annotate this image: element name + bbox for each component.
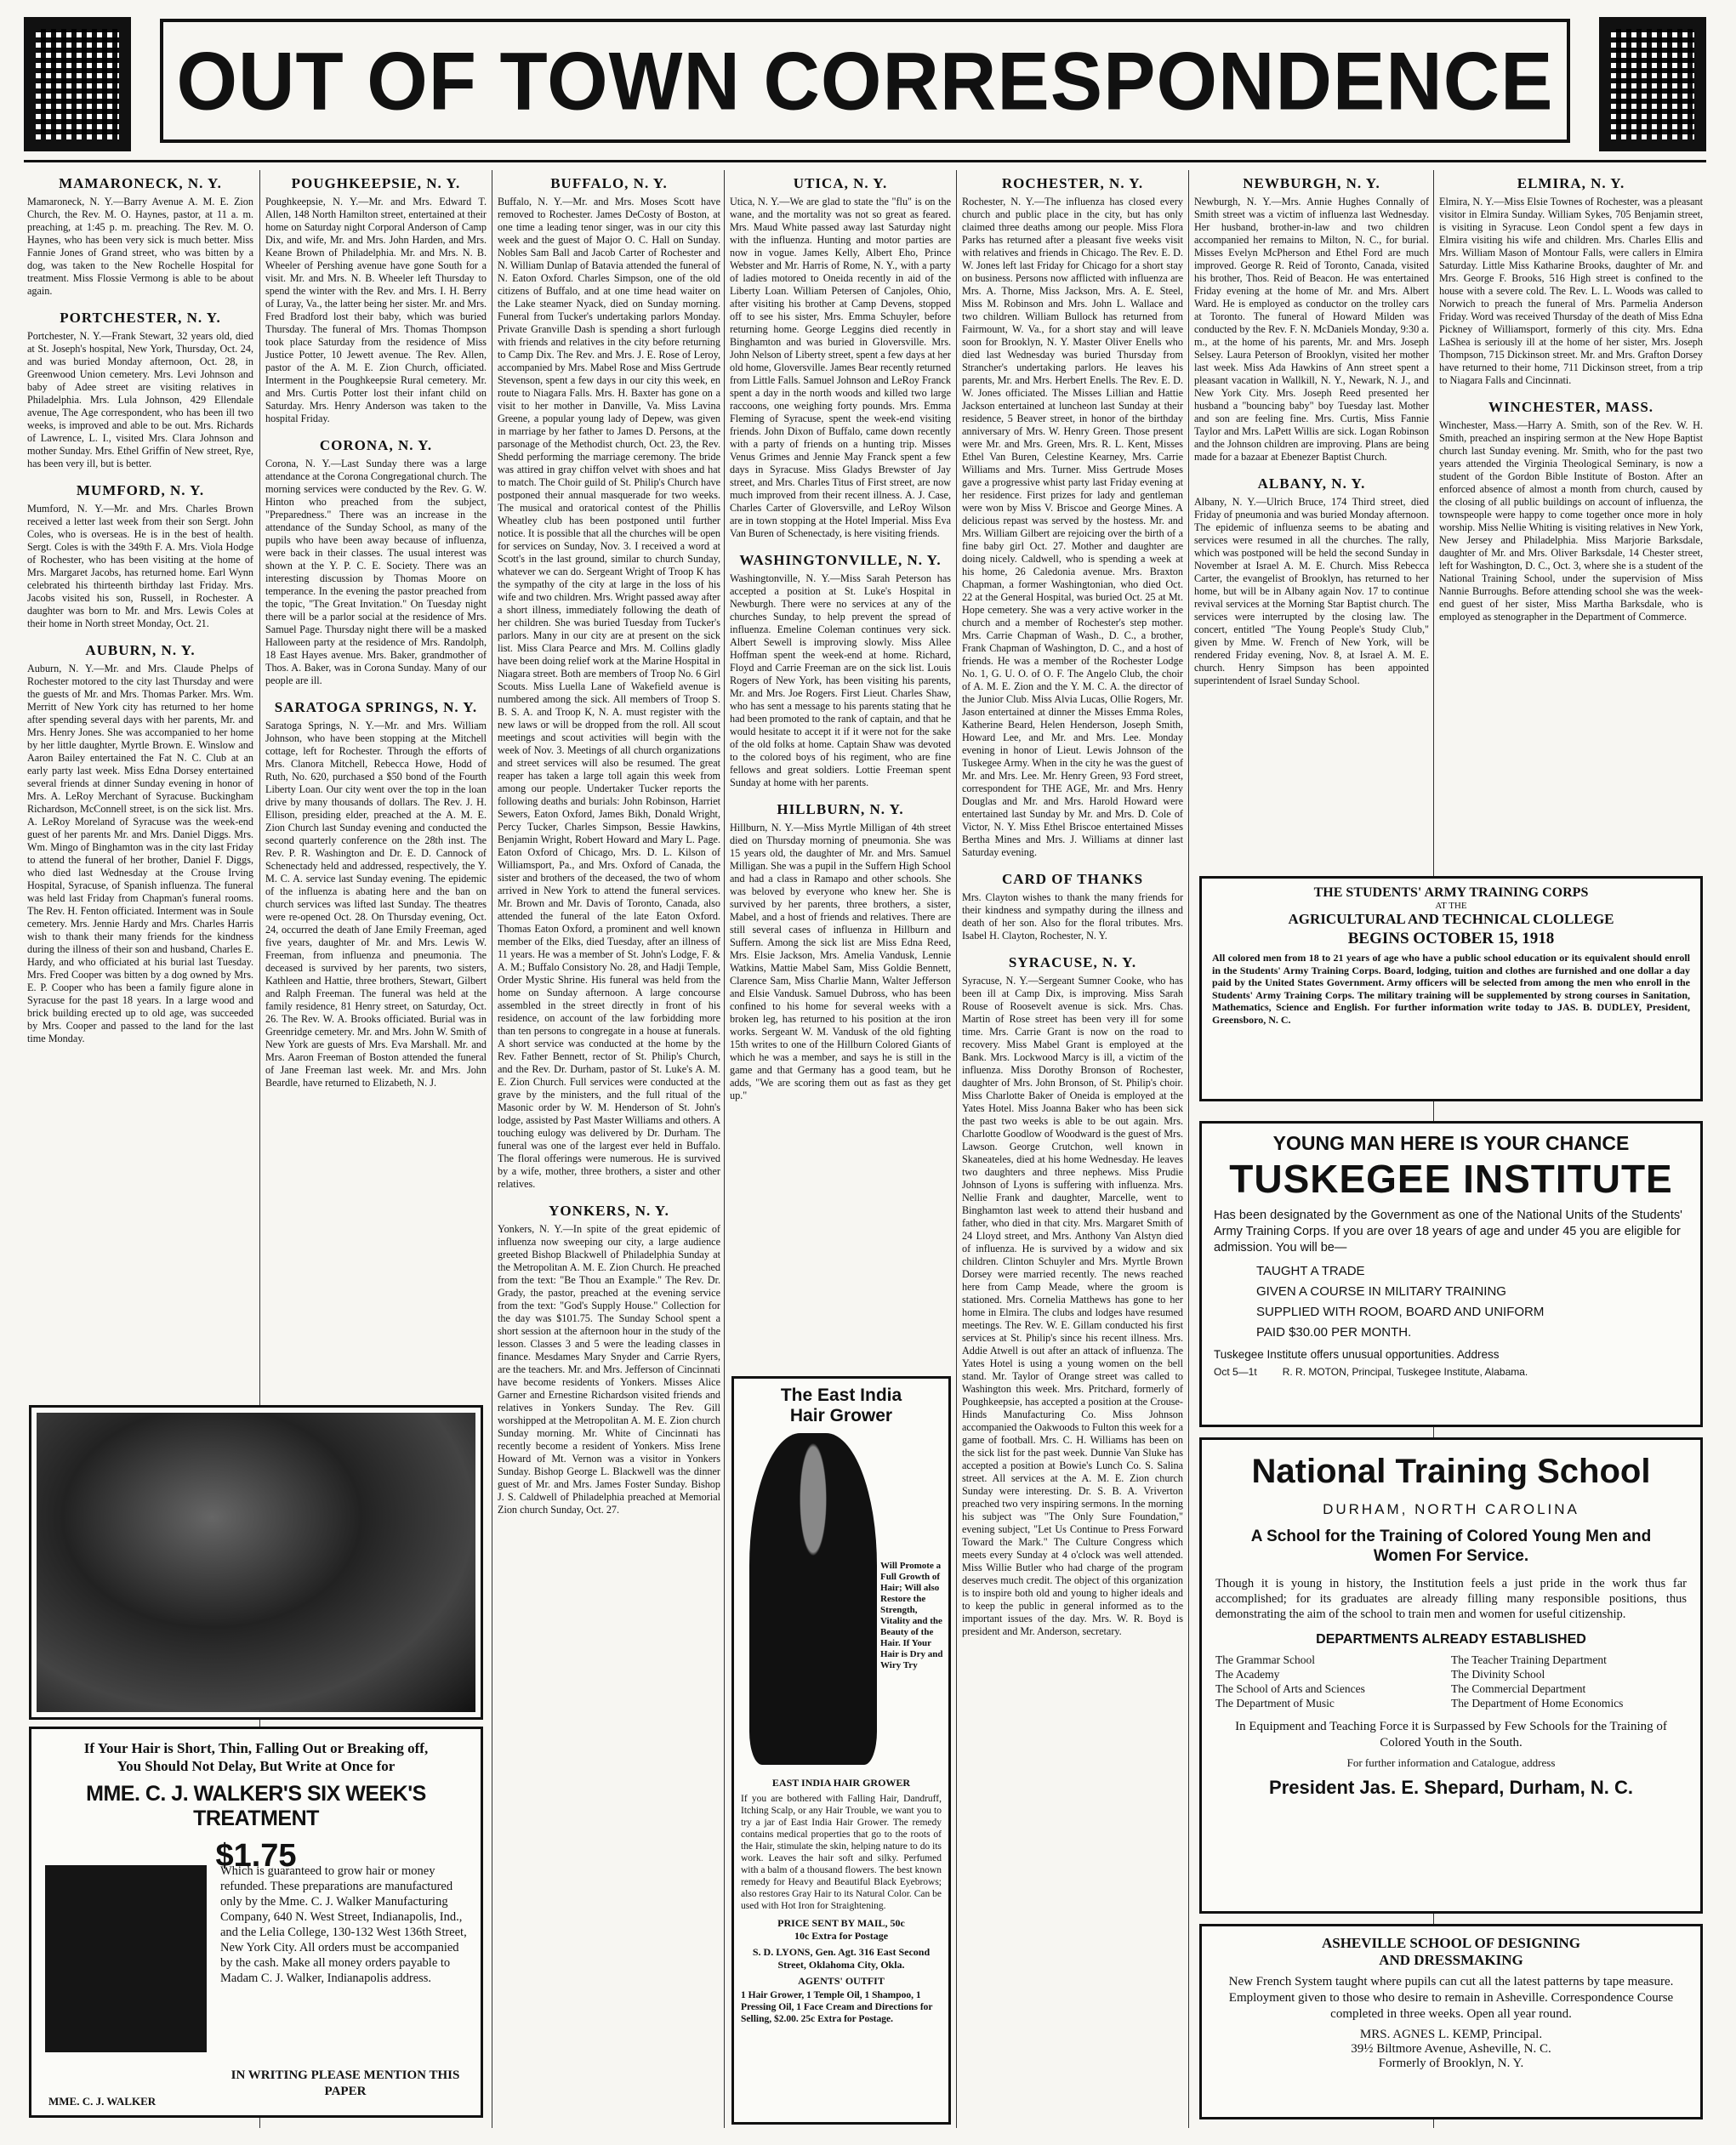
column-3	[498, 170, 720, 2128]
story-heading: POUGHKEEPSIE, N. Y.	[291, 175, 461, 191]
ad-illustration-area	[741, 1433, 942, 1773]
story-body: Poughkeepsie, N. Y.—Mr. and Mrs. Edward T. Allen, 148 North Hamilton street, entertained at their home on Saturday night Corporal Anderson of Camp Dix, and wife, Mr. and Mrs. John Harden, and Mrs. Keane Brown of Philadelphia. Mr. and Mrs. N. B. Wheeler of Pershing avenue have gone South for a visit. Mr. and Mrs. N. B. Wheeler left Thursday to spend the winter with the Rev. and Mrs. I. H. Berry of Luray, Va., the latter being her sister. Mr. and Mrs. Fred Bradford lost their baby, which was buried Thursday. The funeral of Mrs. Thomas Thompson took place Saturday from the residence of Miss Justice Potter, 10 Jewett avenue. The Rev. Allen, pastor of the A. M. E. Zion Church, officiated. Interment in the Poughkeepsie Rural cemetery. Mr. and Mrs. Curtis Potter lost their infant child on Saturday. Mrs. Henry Anderson was taken to the hospital Friday.	[265, 196, 487, 424]
story	[962, 871, 1183, 942]
ad-body: If you are bothered with Falling Hair, Dandruff, Itching Scalp, or any Hair Trouble, we want you to try a jar of East India Hair Grower. The remedy contains medical properties that go to the roots of the Hair, stimulate the skin, helping nature to do its work. Leaves the hair soft and silky. Perfumed with a balm of a thousand flowers. The best known remedy for Heavy and Beautiful Black Eyebrows; also restores Gray Hair to its Natural Color. Can be used with Hot Iron for Straightening.	[741, 1794, 942, 1911]
ad-body: New French System taught where pupils can cut all the latest patterns by tape measure. Employment given to those who desire to remain in Asheville. Correspondence Course completed in three weeks. Open all year round.	[1228, 1975, 1674, 2021]
decorative-ornament-left	[24, 17, 131, 151]
decorative-ornament-right	[1599, 17, 1706, 151]
column-6	[1194, 170, 1429, 869]
story-body: Elmira, N. Y.—Miss Elsie Townes of Rochester, was a pleasant visitor in Elmira Sunday. William Sykes, 705 Benjamin street, is visiting in Syracuse. Leon Condol spent a few days in Elmira visiting his wife and children. Mrs. Charles Ellis and Mrs. William Mason of Montour Falls, were callers in Elmira Saturday. Little Miss Katharine Brooks, daughter of Mr. and Mrs. George F. Brooks, 516 High street is confined to the house with a severe cold. The Rev. L. L. Woods was called to Norwich to preach the funeral of Mrs. Parmelia Anderson Friday. Word was received Thursday of the death of Miss Edna Pickney of Williamsport, formerly of this city. Mrs. Edna LaShea is seriously ill at the home of her sister, Mrs. Joseph Thompson, 715 Dickinson street. Mr. and Mrs. Grafton Dorsey have returned to their home, 711 Dickinson street, from a trip to Niagara Falls and Cincinnati.	[1439, 196, 1703, 386]
story-body: Corona, N. Y.—Last Sunday there was a large attendance at the Corona Congregational church. The morning services were conducted by the Rev. G. W. Hinton who preached from the subject, "Preparedness." There was an increase in the attendance of the Sunday School, as many of the pupils who have been away because of influenza, were back in their classes. The usual interest was shown at the Y. P. C. E. Society. There was an interesting discussion by Thomas Moore on temperance. In the evening the pastor preached from the topic, "The Great Invitation." On Tuesday night there will be a parlor social at the residence of Mrs. Samuel Page. Thursday night there will be a masked Halloween party at the residence of Mrs. Randolph, 18 East Hayes avenue. Mrs. Baker, grandmother of Thos. A. Baker, was in Corona Sunday. Many of our people are ill.	[265, 458, 487, 686]
ad-title: The East India	[780, 1385, 902, 1405]
ad-headline: You Should Not Delay, But Write at Once for	[117, 1758, 396, 1774]
ad-tagline: A School for the Training of Colored Young Men and Women For Service.	[1250, 1528, 1652, 1565]
ad-principal: MRS. AGNES L. KEMP, Principal.	[1359, 2028, 1543, 2041]
story	[1194, 475, 1429, 687]
ad-product-name: EAST INDIA HAIR GROWER	[771, 1777, 911, 1789]
story	[1439, 399, 1703, 623]
department-item: The Academy	[1215, 1668, 1280, 1681]
ad-line: YOUNG MAN HERE IS YOUR CHANCE	[1272, 1132, 1630, 1154]
department-item: The Commercial Department	[1451, 1682, 1586, 1695]
ad-body: Though it is young in history, the Institution feels a just pride in the work thus far accomplished; for its graduates are already filling many responsible positions, thus demonstrating the aim of the school to train men and women for useful citizenship.	[1215, 1577, 1687, 1621]
ad-title: AND DRESSMAKING	[1379, 1952, 1523, 1968]
story-body: Yonkers, N. Y.—In spite of the great epidemic of influenza now sweeping our city, a large audience greeted Bishop Blackwell of Philadelphia Sunday at the Metropolitan A. M. E. Zion Church. He preached from the text: "Be Thou an Example." The Rev. Dr. Grady, the pastor, preached at the evening service from the text: "God's Supply House." Collection for the day was $101.75. The Sunday School spent a short session at the afternoon hour in the study of the lesson. Classes 3 and 5 were the leading classes in finance. Mesdames Mary Snyder and Carrie Ryers, are the teachers. Mr. and Mrs. Jefferson of Cincinnati have become residents of Yonkers. Misses Alice Garner and Ernestine Richardson visited friends and relatives in Yonkers Sunday. The Rev. Gill worshipped at the Metropolitan A. M. E. Zion church Sunday morning. Mr. White of Cincinnati has recently become a resident of Yonkers. Miss Irene Howard of Mt. Vernon was a visitor in Yonkers Sunday. Bishop George L. Blackwell was the dinner guest of Mr. and Mrs. James Foster Sunday. Bishop J. S. Caldwell of Philadelphia preached at Memorial Zion church Sunday, Oct. 27.	[498, 1223, 720, 1516]
story-heading: ELMIRA, N. Y.	[1517, 175, 1625, 191]
ad-postage: 10c Extra for Postage	[794, 1930, 889, 1942]
department-item: The School of Arts and Sciences	[1215, 1682, 1365, 1695]
ad-footer: Tuskegee Institute offers unusual opportunities. Address	[1214, 1348, 1500, 1361]
story	[27, 310, 253, 470]
ad-place: DURHAM, NORTH CAROLINA	[1323, 1501, 1579, 1517]
story-body: Winchester, Mass.—Harry A. Smith, son of the Rev. W. H. Smith, preached an inspiring sermon at the New Hope Baptist church last Sunday evening. Mr. Smith, who for the past two years attended the Virginia Theological Seminary, is now a student of the Gordon Bible Institute of Boston. After an enforced absence of almost a month from church, caused by the closing of all public buildings on account of influenza, the townspeople were happy to come together once more in holy worship. Miss Nellie Whiting is visiting relatives in New York, New Jersey and Philadelphia. Miss Marjorie Barksdale, daughter of Mr. and Mrs. Oliver Barksdale, 14 Chester street, left for Washington, D. C., Oct. 3, where she is a student of the National Training School, under the supervision of Miss Nannie Burroughs. Before attending school she was the week-end guest of her sister, Miss Martha Barksdale, who is employed as stenographer in the Department of Commerce.	[1439, 419, 1703, 623]
story	[730, 801, 951, 1102]
tuskegee-institute-ad	[1199, 1121, 1703, 1427]
story	[962, 954, 1183, 1638]
ad-line: AT THE	[1435, 901, 1467, 911]
story-heading: MAMARONECK, N. Y.	[59, 175, 222, 191]
story	[265, 175, 487, 425]
asheville-school-ad	[1199, 1924, 1703, 2119]
ad-outfit: 1 Hair Grower, 1 Temple Oil, 1 Shampoo, 1 Pressing Oil, 1 Face Cream and Directions for Selling, $2.00. 25c Extra for Postage.	[741, 1990, 933, 2024]
story-body: Newburgh, N. Y.—Mrs. Annie Hughes Connally of Smith street was a victim of influenza last Wednesday. Her husband, brother-in-law and two children accompanied her remains to Milton, N. C., for burial. Misses Evelyn McPherson and Ethel Ford are much improved. George R. Reid of Toronto, Canada, visited his brother, Thos. Reid of Beacon. He was entertained Friday evening at the home of Mr. and Mrs. Albert Ward. He is employed as conductor on the trolley cars at Toronto. The funeral of Howard Milden was conducted by the Rev. F. N. McDaniels Monday, 9:30 a. m., at the home of his parents, Mr. and Mrs. Joseph Selsey. Laura Peterson of Brooklyn, visited her mother last week. Miss Ada Hawkins of Ann street spent a pleasant vacation in Wallkill, N. Y., Newark, N. J., and New York City. Mrs. Joseph Reed presented her husband a "bouncing baby" boy Tuesday last. Mother and son are feeling fine. Mrs. Curtis, Miss Fannie Taylor and Mrs. LaPett Willis are sick. Logan Robinson and the Johnson children are improving. Plans are being made for a bazaar at Ebenezer Baptist Church.	[1194, 196, 1429, 463]
story-body: Hillburn, N. Y.—Miss Myrtle Milligan of 4th street died on Thursday morning of pneumonia. She was 15 years old, the daughter of Mr. and Mrs. Samuel Milligan. She was a pupil in the Suffern High School and had a class in Ramapo and other schools. She was beloved by everyone who knew her. She is survived by her parents, three brothers, a sister, Mabel, and a host of friends and relatives. There are still several cases of influenza in Hillburn and Suffern. Among the sick list are Miss Edna Reed, Mrs. Elsie Jackson, Mrs. Amelia Vandusk, Lennie Watkins, Mattie Mabel Sam, Miss Goldie Bennett, Clarence Sam, Miss Charlie Mann, Walter Jefferson and Elsie Vandusk. Samuel Dubross, who has been confined to his home for several weeks with a broken leg, has returned to his position at the iron works. Sergeant W. M. Vandusk of the old fighting 15th writes to one of the Hillburn Colored Giants of which he was a member, and says he is still in the game and that Germany has a good team, but he adds, "We are scoring them out as fast as they get up."	[730, 822, 951, 1101]
ad-title: Hair Grower	[789, 1406, 893, 1425]
story-heading: WINCHESTER, MASS.	[1488, 399, 1654, 415]
story-body: Washingtonville, N. Y.—Miss Sarah Peterson has accepted a position at St. Luke's Hospital in Newburgh. There were no services at any of the churches Sunday, to help prevent the spread of influenza. Emeline Coleman continues very sick. Albert Sewell is improving slowly. Miss Allee Hoffman spent the week-end at home. Richard, Floyd and Carrie Freeman are on the sick list. Louis Rogers of New York, has been visiting his parents, Mr. and Mrs. Joe Rogers. First Lieut. Charles Shaw, who has sent a message to his parents stating that he had been promoted to the rank of captain, and that he would hesitate to accept it if it were not for the sake of the old folks at home. Captain Shaw was devoted to the colored boys of his regiment, who are fine fellows and great soldiers. Lottie Freeman spent Sunday at home with her parents.	[730, 572, 951, 788]
portrait-caption: MME. C. J. WALKER	[48, 2095, 157, 2108]
departments-list	[1215, 1653, 1687, 1710]
story	[1194, 175, 1429, 464]
story-heading: UTICA, N. Y.	[793, 175, 888, 191]
column-1	[27, 170, 253, 1397]
story-heading: CARD OF THANKS	[1001, 871, 1144, 887]
students-army-training-corps-ad	[1199, 876, 1703, 1101]
ad-line: AGRICULTURAL AND TECHNICAL CLOLLEGE	[1288, 911, 1614, 927]
story-body: Buffalo, N. Y.—Mr. and Mrs. Moses Scott have removed to Rochester. James DeCosty of Boston, at one time a leading tenor singer, was in our city this week and the guest of Major O. C. Hall on Sunday. Nobles Sam Ball and Jacob Carter of Rochester and N. William Dunlap of Batavia attended the funeral of N. Eaton Oxford. Charles Simpson, one of the old citizens of Buffalo, and at one time head waiter on the Lake steamer Nyack, died on Sunday morning. Funeral from Tucker's undertaking parlors Monday. Private Granville Dash is spending a short furlough with friends and relatives in the city before returning to Camp Dix. The Rev. and Mrs. J. E. Rose of Leroy, accompanied by Mrs. Mabel Rose and Miss Gertrude Stevenson, spent a few days in our city this week, en route to Niagara Falls. Mrs. H. Baxter has gone on a visit to her mother in Danville, Va. Miss Lavina Greene, a popular young lady of Depew, was given in marriage by her father to James D. Persons, at the parsonage of the Methodist church, Oct. 23, the Rev. Shedd performing the marriage ceremony. The bride was attired in gray chiffon velvet with shoes and hat to match. The Choir guild of St. Philip's Church have postponed their annual masquerade for two weeks. The musical and oratorical contest of the Phillis Wheatley club has been postponed until further notice. It is possible that all the churches will be open for services on Sunday, Nov. 3. I received a word at Scott's in the last ground, similar to church Sunday, whatever we can do. Sergeant Wright of Troop K has the sympathy of the city at large in the loss of his wife and two children. Mrs. Wright passed away after a short illness, immediately following the death of her children. She was buried Tuesday from Tucker's parlors. Many in our city are at present on the sick list. Miss Clara Pearce and Mrs. M. Collins gladly have been doing relief work at the Marine Hospital in Niagara street. Both are members of Troop No. 6 Girl Scouts. Miss Luella Lane of Wakefield avenue is numbered among the sick. All members of Troop S. B. S. A. and Troop K, N. A. must register with the new laws or will be dropped from the roll. All scout meetings and scout activities will begin with the week of Nov. 3. Meetings of all church organizations and street services will also be resumed. The great reaper has taken a large toll again this week from among our people. Undertaker Tucker reports the following deaths and burials: John Robinson, Harriet Sewers, Eaton Oxford, James Bikh, Donald Wright, Percy Tucker, Charles Simpson, Bessie Hawkins, Benjamin Wright, Robert Howard and Mary L. Page. Eaton Oxford of Chicago, Mrs. D. L. Kilson of Williamsport, Pa., and Mrs. Oxford of Canada, the sister and brothers of the deceased, the two of whom arrived in New York to attend the funeral services. Mr. Brown and Mr. Davis of Toronto, Canada, also attended the funeral of the late Eaton Oxford. Thomas Eaton Oxford, a prominent and well known member of the Elks, died Tuesday, after an illness of 11 years. He was a member of St. John's Lodge, F. & A. M.; Buffalo Consistory No. 28, and Hadji Temple, Order Mystic Shrine. His funeral was held from the home on Sunday afternoon. A large concourse assembled in the street directly in front of his residence, on account of the law forbidding more than ten persons to congregate in a house at funerals. A short service was conducted at the home by the Rev. Father Bennett, rector of St. Philip's Church, and the Rev. Dr. Durham, pastor of St. Luke's A. M. E. Zion Church. Full services were conducted at the grave by the ministers, and the full ritual of the Masonic order by W. M. Henderson of St. John's lodge, assisted by Past Master Williams and others. A touching eulogy was delivered by Dr. Durham. The funeral was one of the largest ever held in Buffalo. The floral offerings were numerous. He is survived by a wife, mother, three brothers, a sister and other relatives.	[498, 196, 720, 1190]
ad-date: Oct 5—1t	[1214, 1366, 1257, 1378]
story-body: Albany, N. Y.—Ulrich Bruce, 174 Third street, died Friday of pneumonia and was buried Monday afternoon. The epidemic of influenza seems to be abating and services were resumed in all the churches. The rally, which was postponed will be held the second Sunday in November at Israel A. M. E. Church. Miss Rebecca Carter, the evangelist of Brooklyn, has returned to her home, but will be in Albany again Nov. 17 to continue revival services at the Morning Star Baptist church. The services were interrupted by the closing law. The concert, entitled "The Young People's Study Club," given by Mme. W. French of New York, will be rendered Friday evening, Nov. 8, at Israel A. M. E. church. Henry Simpson has been appointed superintendent of Israel Sunday School.	[1194, 496, 1429, 686]
column-4	[730, 170, 951, 1363]
story	[265, 699, 487, 1090]
story	[27, 642, 253, 1045]
walker-photo	[37, 1413, 475, 1712]
story	[498, 1203, 720, 1516]
ad-equipment: In Equipment and Teaching Force it is Surpassed by Few Schools for the Training of Colored Youth in the South.	[1235, 1720, 1667, 1750]
east-india-hair-ad	[731, 1376, 951, 2125]
woman-long-hair-illustration	[749, 1433, 877, 1765]
department-item: The Teacher Training Department	[1451, 1653, 1607, 1666]
story	[27, 175, 253, 298]
ad-signature-line	[1214, 1366, 1688, 1378]
ad-benefit: PAID $30.00 PER MONTH.	[1256, 1325, 1412, 1340]
ad-agent: S. D. LYONS, Gen. Agt. 316 East Second Street, Oklahoma City, Okla.	[752, 1946, 931, 1971]
column-rule	[956, 170, 957, 2128]
ad-title: TUSKEGEE INSTITUTE	[1229, 1157, 1673, 1201]
ad-title: National Training School	[1251, 1453, 1651, 1490]
ad-former: Formerly of Brooklyn, N. Y.	[1378, 2057, 1524, 2070]
masthead	[24, 10, 1706, 155]
story-body: Mumford, N. Y.—Mr. and Mrs. Charles Brown received a letter last week from their son Sergt. John Coles, who is overseas. He is in the best of health. Sergt. Coles is with the 349th F. A. Mrs. Viola Hodge of Rochester, who has been visiting at the home of Mrs. Margaret Jacobs, has returned home. Earl Wynn celebrated his thirteenth birthday last Friday. Mrs. Jacobs visited his son, Russell, in Rochester. A daughter was born to Mr. and Mrs. Lewis Coles at their home in North street Monday, Oct. 21.	[27, 503, 253, 629]
story-body: Mamaroneck, N. Y.—Barry Avenue A. M. E. Zion Church, the Rev. M. O. Haynes, pastor, at 11 a. m. preaching, at 1:45 p. m. preaching. The Rev. M. O. Haynes, who has been very sick is much better. Miss Fannie Jones of Grand street, who was bitten by a dog, was taken to the New Rochelle Hospital for treatment. Miss Flossie Vermong is able to be about again.	[27, 196, 253, 297]
ad-body: Which is guaranteed to grow hair or money refunded. These preparations are manufactured only by the Mme. C. J. Walker Manufacturing Company, 640 N. West Street, Indianapolis, Ind., and the Lelia College, 130-132 West 136th Street, New York City. All orders must be accompanied by the cash. Make all money orders payable to Madam C. J. Walker, Indianapolis address.	[220, 1864, 467, 1985]
ad-benefit: GIVEN A COURSE IN MILITARY TRAINING	[1256, 1284, 1506, 1299]
ad-headline: If Your Hair is Short, Thin, Falling Out or Breaking off,	[83, 1740, 429, 1756]
department-item: The Department of Music	[1215, 1697, 1335, 1710]
story-heading: BUFFALO, N. Y.	[550, 175, 668, 191]
ad-price: $1.75	[215, 1838, 297, 1874]
story-body: Auburn, N. Y.—Mr. and Mrs. Claude Phelps of Rochester motored to the city last Thursday and were the guests of Mr. and Mrs. Thomas Parker. Mrs. Wm. Merritt of New York city has returned to her home after spending several days with her parents, Mr. and Mrs. Henry Jones. She was accompanied to her home by her little daughter, Myrtle Brown. E. Winslow and Aaron Bailey entertained the Fat N. C. Club at an early party last week. Miss Edna Dorsey entertained several friends at dinner Sunday evening in honor of Mrs. A. LeRoy Merchant of Syracuse. Buckingham Richardson, McConnell street, is on the sick list. Mrs. A. LeRoy Moreland of Syracuse was the week-end guest of her parents Mr. and Mrs. Daniel Diggs. Mrs. Wm. Mingo of Binghamton was in the city last Friday to attend the funeral of her brother, Daniel F. Diggs, who died last Wednesday at the Crouse Irving Hospital, Syracuse, of Spanish influenza. The funeral was held last Friday from Chapman's funeral rooms. The Rev. H. Fenton officiated. Interment was in Soule cemetery. Mrs. Jennie Hardy and Mrs. Charles Harris wish to thank their many friends for the kindness during the illness of their son and husband, Charles E. Hardy, and who officiated at his burial last Tuesday. Mrs. Fred Cooper was bitten by a dog owned by Mrs. E. P. Cooper who has been a family figure alone in Syracuse for the past 18 years. In a large wood and brick building erected up to old age, was succeeded by Mrs. Cooper and passed to the land for the last time Monday.	[27, 663, 253, 1044]
story-body: Rochester, N. Y.—The influenza has closed every church and public place in the city, but has only claimed three deaths among our people. Miss Flora Parks has returned after a pleasant five weeks visit with relatives and friends in Chicago. The Rev. E. D. W. Jones left last Friday for Chicago for a short stay on business. Persons now afflicted with influenza are Mrs. A. Thorne, Miss Jackson, Mrs. A. E. Steel, Miss M. Robinson and Mrs. John L. Wallace and two children. William Bullock has returned from Fairmount, W. Va., for a short stay and will leave soon for Brooklyn, N. Y. Master Oliver Enells who died last Wednesday was buried Thursday from Strancher's undertaking parlors. He leaves his parents, Mr. and Mrs. Herbert Enells. The Rev. E. D. W. Jones officiated. The Misses Lillian and Hattie Jackson entertained at luncheon last Sunday at their residence, 5 Beaver street, in honor of the birthday anniversary of Mrs. W. Henry Green. Those present were Mr. and Mrs. Green, Mrs. R. L. Kent, Misses Ethel Van Buren, Celestine Kearney, Mrs. Carrie Williams and Mrs. Turner. Miss Gertrude Moses gave a progressive whist party last Friday evening at her residence. First prizes for lady and gentleman were won by Miss V. Briscoe and George Mines. A delicious repast was served by the hostess. Mr. and Mrs. William Gilbert are rejoicing over the birth of a fine baby girl Oct. 27. Mother and daughter are doing nicely. Caldwell, who is spending a week at his home, 26 Caledonia avenue. Mrs. Braxton Chapman, a former Washingtonian, who died Oct. 22 at the General Hospital, was buried Oct. 25 at Mt. Hope cemetery. She was a very active worker in the church and a member of Rochester's step mother. Mrs. Carrie Chapman of Wash., D. C., a brother, Frank Chapman of Washington, D. C., and a host of friends. He was a member of the Rochester Lodge No. 1, G. U. O. of O. F. The Angelo Club, the choir of A. M. E. Zion and the Y. M. C. A. the director of the Junior Club. Miss Alvia Lucas, Ollie Rogers, Mr. Jason entertained at dinner the Misses Emma Roles, Katherine Beard, Helen Henderson, Joseph Smith, Howard Lee, and Mr. and Mrs. Lee. Monday evening in honor of Lieut. Lewis Johnson of the Tuskegee Army. When in the city he was the guest of Mr. and Mrs. Lee. Mr. Henry Green, 93 Ford street, correspondent for THE AGE, Mr. and Mrs. Henry Douglas and Mr. and Mrs. Harold Howard were entertained last Sunday by Mr. and Mrs. D. Cole of Victor, N. Y. Miss Ethel Briscoe entertained Misses Bertha Mines and Mrs. J. Williams at dinner last Saturday evening.	[962, 196, 1183, 858]
walker-portrait	[45, 1865, 207, 2052]
story-body: Mrs. Clayton wishes to thank the many friends for their kindness and sympathy during the illness and death of her son. Also for the floral tributes. Mrs. Isabel H. Clayton, Rochester, N. Y.	[962, 891, 1183, 942]
column-rule	[724, 170, 725, 2128]
ad-signature: R. R. MOTON, Principal, Tuskegee Institute, Alabama.	[1282, 1366, 1528, 1378]
story-heading: YONKERS, N. Y.	[549, 1203, 669, 1219]
ad-line: THE STUDENTS' ARMY TRAINING CORPS	[1313, 885, 1589, 900]
story-heading: ALBANY, N. Y.	[1257, 475, 1366, 492]
story	[962, 175, 1183, 859]
ad-benefit: SUPPLIED WITH ROOM, BOARD AND UNIFORM	[1256, 1305, 1545, 1319]
story-heading: SYRACUSE, N. Y.	[1008, 954, 1137, 970]
page-title: OUT OF TOWN CORRESPONDENCE	[176, 36, 1554, 128]
walker-photo-ad	[29, 1405, 483, 1720]
story-heading: PORTCHESTER, N. Y.	[60, 310, 221, 326]
department-item: The Grammar School	[1215, 1653, 1315, 1666]
story	[1439, 175, 1703, 387]
story-heading: AUBURN, N. Y.	[85, 642, 196, 658]
ad-title: MME. C. J. WALKER'S SIX WEEK'S TREATMENT	[86, 1782, 426, 1830]
walker-treatment-ad	[29, 1727, 483, 2118]
story-body: Syracuse, N. Y.—Sergeant Sumner Cooke, who has been ill at Camp Dix, is improving. Miss Sarah Rouse of Roosevelt avenue is sick. Mrs. Chas. Martin of Rose street has been very ill for some time. Mrs. Carrie Grant is now on the road to recovery. Miss Mabel Grant is employed at the Bank. Mrs. Lockwood Marcy is ill, a victim of the influenza. Miss Dorothy Bronson of Rochester, daughter of Mrs. John Bronson, of St. Philip's choir. Miss Charlotte Baker of Oneida is employed at the Yates Hotel. Miss Joanna Baker who has been sick the past two weeks is able to be out again. Mrs. Charlotte Goodlow of Woodward is the guest of Mrs. Lawson. George Crutchon, well known in Skaneateles, died at his home Wednesday. He leaves two daughters and three nephews. Miss Prudie Johnson of Lyons is suffering with influenza. Mrs. Nellie Frank and daughter, Marcelle, went to Binghamton last week to attend their husband and father, who died in that city. Mrs. Margaret Smith of 24 Lloyd street, and Mrs. Anthony Van Alstyn died of influenza. He is survived by a widow and six children. Clinton Schuyler and Mrs. Myrtle Brown Dorsey were married recently. The news reached here from Camp Meade, where the groom is stationed. Mrs. Cornelia Matthews has gone to her home in Elmira. The clubs and lodges have resumed meetings. The Rev. W. E. Gillam conducted his first services at St. Philip's since his recent illness. Mrs. Addie Atwell is out after an attack of influenza. The Yates Hotel is using a young women on the bell stand. Mr. Taylor of Orange street was called to Washington this week. Mrs. Pritchard, formerly of Poughkeepsie, has accepted a position at the Crouse-Hinds Manufacturing Co. Miss Johnson accompanied the Oakwoods to Fulton this week for a game of football. Mrs. C. H. Williams has been on the sick list for the past week. Dunnie Van Sluke has accepted a position at Bowie's Lunch Co. S. Salina street. All services at the A. M. E. Zion church Sunday were interesting. Dr. S. B. A. Vriverton preached two very inspiring sermons. In the morning his subject was "The Only Sure Foundation," evening subject, "Let Us Continue to Press Forward Toward the Mark." The Culture Congress which meets every Sunday at 4 o'clock was well attended. Miss Willie Butler who had charge of the program deserves much credit. The object of this organization is to inspire both old and young to higher ideals and to keep the public in general informed as to the important issues of the day. Mrs. W. R. Boyd is president and Mr. Anderson, secretary.	[962, 975, 1183, 1637]
story	[730, 552, 951, 789]
title-frame	[160, 19, 1570, 143]
department-item: The Divinity School	[1451, 1668, 1545, 1681]
story-heading: ROCHESTER, N. Y.	[1001, 175, 1144, 191]
ad-side-text: Will Promote a Full Growth of Hair; Will also Restore the Strength, Vitality and the Beauty of the Hair. If Your Hair is Dry and Wiry Try	[880, 1561, 943, 1670]
ad-departments-heading: DEPARTMENTS ALREADY ESTABLISHED	[1316, 1632, 1586, 1647]
column-5	[962, 170, 1183, 2128]
story-heading: CORONA, N. Y.	[319, 437, 433, 453]
ad-price: PRICE SENT BY MAIL, 50c	[777, 1917, 905, 1929]
ad-line: BEGINS OCTOBER 15, 1918	[1347, 930, 1555, 947]
ad-mention: IN WRITING PLEASE MENTION THIS PAPER	[231, 2068, 460, 2098]
story-heading: HILLBURN, N. Y.	[777, 801, 904, 817]
story	[265, 437, 487, 687]
story-heading: MUMFORD, N. Y.	[76, 482, 205, 498]
ad-address: 39½ Biltmore Avenue, Asheville, N. C.	[1351, 2042, 1551, 2056]
ad-body: Has been designated by the Government as one of the National Units of the Students' Army Training Corps. If you are over 18 years of age and under 45 you are eligible for admission. You will be—	[1214, 1209, 1682, 1255]
story	[27, 482, 253, 630]
column-7	[1439, 170, 1703, 869]
masthead-rule	[24, 160, 1706, 162]
column-2	[265, 170, 487, 1397]
story-heading: NEWBURGH, N. Y.	[1243, 175, 1380, 191]
ad-info: For further information and Catalogue, address	[1346, 1756, 1556, 1769]
ad-agents-heading: AGENTS' OUTFIT	[798, 1975, 885, 1987]
story-body: Saratoga Springs, N. Y.—Mr. and Mrs. William Johnson, who have been stopping at the Mitchell cottage, left for Rochester. Through the efforts of Mrs. Clanora Mitchell, Rebecca Howe, Hodd of Ruth, No. 620, purchased a $50 bond of the Fourth Liberty Loan. Our city went over the top in the loan drive by many thousands of dollars. The Rev. J. H. Ellison, presiding elder, preached at the A. M. E. Zion Church last Sunday evening and conducted the second quarterly conference on the 28th inst. The Rev. P. R. Washington and Dr. E. D. Cannock of Schenectady held and addressed, respectively, the Y. M. C. A. service last Sunday evening. The epidemic of the influenza is abating here and the ban on church services was lifted last Sunday. The theatres were re-opened Oct. 28. On Thursday evening, Oct. 24, occurred the death of Jane Emily Freeman, aged five years, daughter of Mr. and Mrs. Lewis W. Freeman, from influenza and pneumonia. The deceased is survived by her parents, two sisters, Kathleen and Hattie, three brothers, Stewart, Gilbert and Ralph Freeman. The funeral was held at the family residence, 81 Henry street, on Saturday, Oct. 26. The Rev. W. A. Brooks officiated. Burial was in Greenridge cemetery. Mr. and Mrs. John W. Smith of New York are guests of Mrs. Eva Marshall. Mr. and Mrs. Aaron Freeman of Boston attended the funeral of Jane Freeman last week. Mr. and Mrs. John Beardle, have returned to Elizabeth, N. J.	[265, 720, 487, 1089]
ad-body: All colored men from 18 to 21 years of age who have a public school education or its equivalent should enroll in the Students' Army Training Corps. Board, lodging, tuition and clothes are furnished and one dollar a day paid by the United States Government. Army officers will be selected from among the men who enroll in the Students' Army Training Corps. The military training will be supplemented by strong courses in Sanitation, Mathematics, Science and English. For further information write today to JAS. B. DUDLEY, President, Greensboro, N. C.	[1212, 952, 1690, 1026]
story-heading: WASHINGTONVILLE, N. Y.	[739, 552, 942, 568]
story-body: Portchester, N. Y.—Frank Stewart, 32 years old, died at St. Joseph's hospital, New York, Thursday, Oct. 24, and was buried Monday afternoon, Oct. 28, in Greenwood Union cemetery. Mrs. Levi Johnson and baby of Adee street are visiting relatives in Philadelphia. Mrs. Lula Johnson, 429 Ellendale avenue, The Age correspondent, who has been ill two weeks, is improved and able to be out. Mrs. Richards of Lawrence, L. I., visited Mrs. Clara Johnson and mother Sunday. Mrs. Ethel Griffin of New street, Rye, has been very ill, but is better.	[27, 330, 253, 469]
story	[498, 175, 720, 1191]
story-heading: SARATOGA SPRINGS, N. Y.	[274, 699, 478, 715]
ad-president: President Jas. E. Shepard, Durham, N. C.	[1269, 1777, 1633, 1798]
ad-title: ASHEVILLE SCHOOL OF DESIGNING	[1321, 1935, 1581, 1951]
column-rule	[1188, 170, 1189, 2128]
story	[730, 175, 951, 540]
ad-benefit: TAUGHT A TRADE	[1256, 1264, 1365, 1278]
department-item: The Department of Home Economics	[1451, 1697, 1624, 1710]
story-body: Utica, N. Y.—We are glad to state the "flu" is on the wane, and the mortality was not so great as feared. Mrs. Maud White passed away last Saturday night with the influenza. Hunting and motor parties are now in vogue. James Kelly, Albert Eho, Prince Webster and Mr. Harris of Rome, N. Y., with a party of ladies motored to Oneida recently in aid of the Liberty Loan. William Petersen of Canjoles, Ohio, after visiting his brother at Camp Devens, stopped off to see his sister, Mrs. Emma Schuyler, before returning home. George Leggins died recently in Binghamton and was buried in Gloversville. Mrs. John Nelson of Liberty street, spent a few days at her old home, Gloversville. James Bear recently returned from Little Falls. Samuel Johnson and LeRoy Franck spent a day in the north woods and killed two large raccoons, one weighing forty pounds. Mrs. Emma Fleming of Syracuse, spent the week-end visiting friends. John Dixon of Buffalo, came down recently with a party of friends on a hunting trip. Misses Venus Grimes and Jennie May Franck spent a few days in Syracuse. Miss Gladys Brewster of Jay street, and Mrs. Charles Titus of First street, are now much improved from their recent illness. A. J. Case, Charles Carter of Gloversville, and LeRoy Wilson are in town stopping at the Hotel Imperial. Miss Eva Van Buren of Schenectady, is here visiting friends.	[730, 196, 951, 539]
national-training-school-ad	[1199, 1437, 1703, 1914]
